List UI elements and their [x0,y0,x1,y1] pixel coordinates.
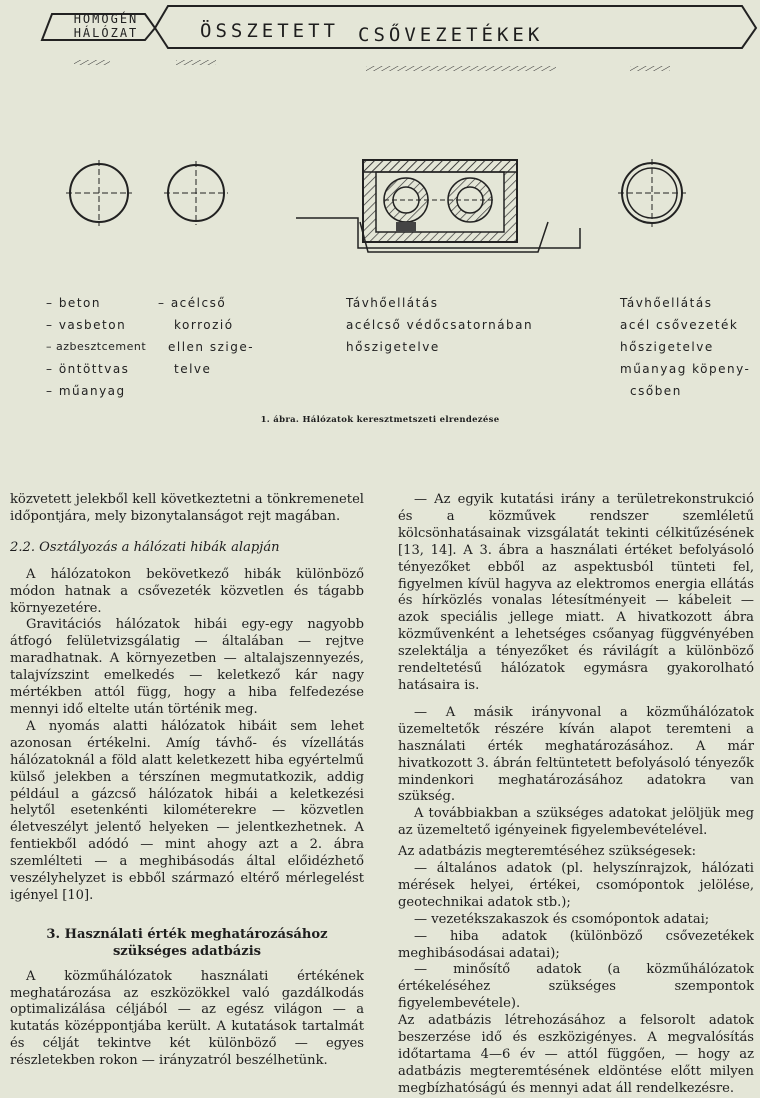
header-left-line1: HOMOGÉN [73,12,139,26]
label-item: korrozió [174,318,234,332]
label-item: – beton [46,296,101,310]
label-item: Távhőellátás [346,296,439,310]
header-composite-title-1: ÖSSZETETT [200,20,339,42]
paragraph: A továbbiakban a szükséges adatokat jelöljük meg az üzemeltető igényeinek figyelembevételével. [398,806,754,839]
ground-strip-3 [366,66,556,71]
labels-column-1 [46,296,146,406]
list-item: — vezetékszakaszok és csomópontok adatai; [414,911,710,927]
paragraph: — A másik irányvonal a közműhálózatok üzemeltetők részére kíván alapot teremteni a használati érték meghatározásához. A már hivatkozott 3. ábrán feltüntetett befolyásoló tényezők mindenkori meghatározásához adatokra van szükség. [398,704,754,805]
labels-column-2 [158,296,254,384]
label-item: műanyag köpeny- [620,362,751,376]
figure-caption: 1. ábra. Hálózatok keresztmetszeti elrendezése [260,415,500,425]
paragraph: A nyomás alatti hálózatok hibáit sem lehet azonosan értékelni. Amíg távhő- és vízellátás hálózatoknál a föld alatt keletkezett hiba egyértelmű külső jelekben a térszínen megmutatkozik, addig például a gázcső hálózatok hibái a keletkezési helytől esetenkénti kilométerekre — közvetlen életveszélyt jelentő helyeken — jelentkezhetnek. A fentiekből adódó — mint ahogy azt a 2. ábra szemlélteti — a meghibásodás által előidézhető veszélyhelyzet is ebből származó eltérő mérlegelést igényel [10]. [10,718,364,903]
label-item: acél csővezeték [620,318,739,332]
ground-strip-4 [630,66,670,71]
label-item: telve [174,362,212,376]
label-item: – acélcső [158,296,227,310]
label-item: csőben [630,384,682,398]
header-composite-title-2: CSŐVEZETÉKEK [358,24,544,46]
paragraph: Az adatbázis megteremtéséhez szükségesek: [398,844,697,860]
subheading: 2.2. Osztályozás a hálózati hibák alapján [10,539,280,555]
label-item: – azbesztcement [46,340,147,353]
label-item: hőszigetelve [620,340,714,354]
ground-strip-2 [176,60,216,65]
list-item: — általános adatok (pl. helyszínrajzok, hálózati mérések helyei, értékei, csomópontok jelölése, geotechnikai adatok stb.); [398,861,754,910]
label-item: ellen szige- [168,340,255,354]
label-item: – műanyag [46,384,126,398]
label-item: acélcső védőcsatornában [346,318,534,332]
paragraph: A közműhálózatok használati értékének meghatározása az eszközökkel való gazdálkodás optimalizálása céljából — az egész világon — a kutatás középpontjába került. A kutatások tartalmát és célját tekintve két különböző — egyes részletekben rokon — irányzatról beszélhetünk. [10,968,364,1069]
label-item: – vasbeton [46,318,127,332]
pipe-cross-section-1 [66,160,132,226]
paragraph: — Az egyik kutatási irány a területrekonstrukció és a közművek rendszer szemléletű kölcsönhatásainak vizsgálatát tekinti célkitűzésének [13, 14]. A 3. ábra a használati értéket befolyásoló tényezőket ebből az aspektusból tünteti fel, figyelmen kívül hagyva az elektromos energia ellátás és hírközlés vonalas létesítményeit — kábeleit — azok speciális jellege miatt. A hivatkozott ábra közművenként a lehetséges csőanyag függvényében szelektálja a tényezőket és rávilágít a különböző rendeltetésű hálózatok egymásra gyakorolható hatásaira is. [398,492,754,693]
list-item: — minősítő adatok (a közműhálózatok értékeléséhez szükséges szempontok figyelembevétele). [398,962,754,1012]
pipe-cross-section-2 [164,161,228,225]
label-item: hőszigetelve [346,340,440,354]
labels-column-3 [346,296,533,362]
left-column [10,492,364,1070]
ground-strip-1 [74,60,110,65]
paragraph: közvetett jelekből kell következtetni a tönkremenetel időpontjára, mely bizonytalanságot rejt magában. [10,492,364,524]
list-item: — hiba adatok (különböző csővezetékek meghibásodásai adatai); [398,928,754,961]
header-left-line2: HÁLÓZAT [73,26,139,40]
paragraph: Gravitációs hálózatok hibái egy-egy nagyobb átfogó felületvizsgálatig — általában — rejtve maradhatnak. A környezetben — altalajszennyezés, talajvízszint emelkedés — keletkező kár nagy mértékben attól függ, hogy a hiba felfedezése mennyi idő eltelte után történik meg. [10,617,364,717]
header-homogeneous-network [62,12,150,42]
paragraph: A hálózatokon bekövetkező hibák különböző módon hatnak a csővezeték közvetlen és tágabb környezetére. [10,566,364,616]
right-column [398,492,754,1098]
district-heating-channel [296,160,580,252]
label-item: – öntöttvas [46,362,130,376]
pipe-cross-section-4 [618,159,686,227]
paragraph: Az adatbázis létrehozásához a felsorolt adatok beszerzése idő és eszközigényes. A megvalósítás időtartama 4—6 év — attól függően, — hogy az adatbázis megteremtésének eldöntése előtt milyen megbízhatóságú és mennyi adat áll rendelkezésre. [398,1013,754,1096]
label-item: Távhőellátás [620,296,713,310]
labels-column-4 [620,296,750,406]
figure-1 [0,0,760,440]
section-heading: 3. Használati érték meghatározásához szükséges adatbázis [46,926,328,959]
